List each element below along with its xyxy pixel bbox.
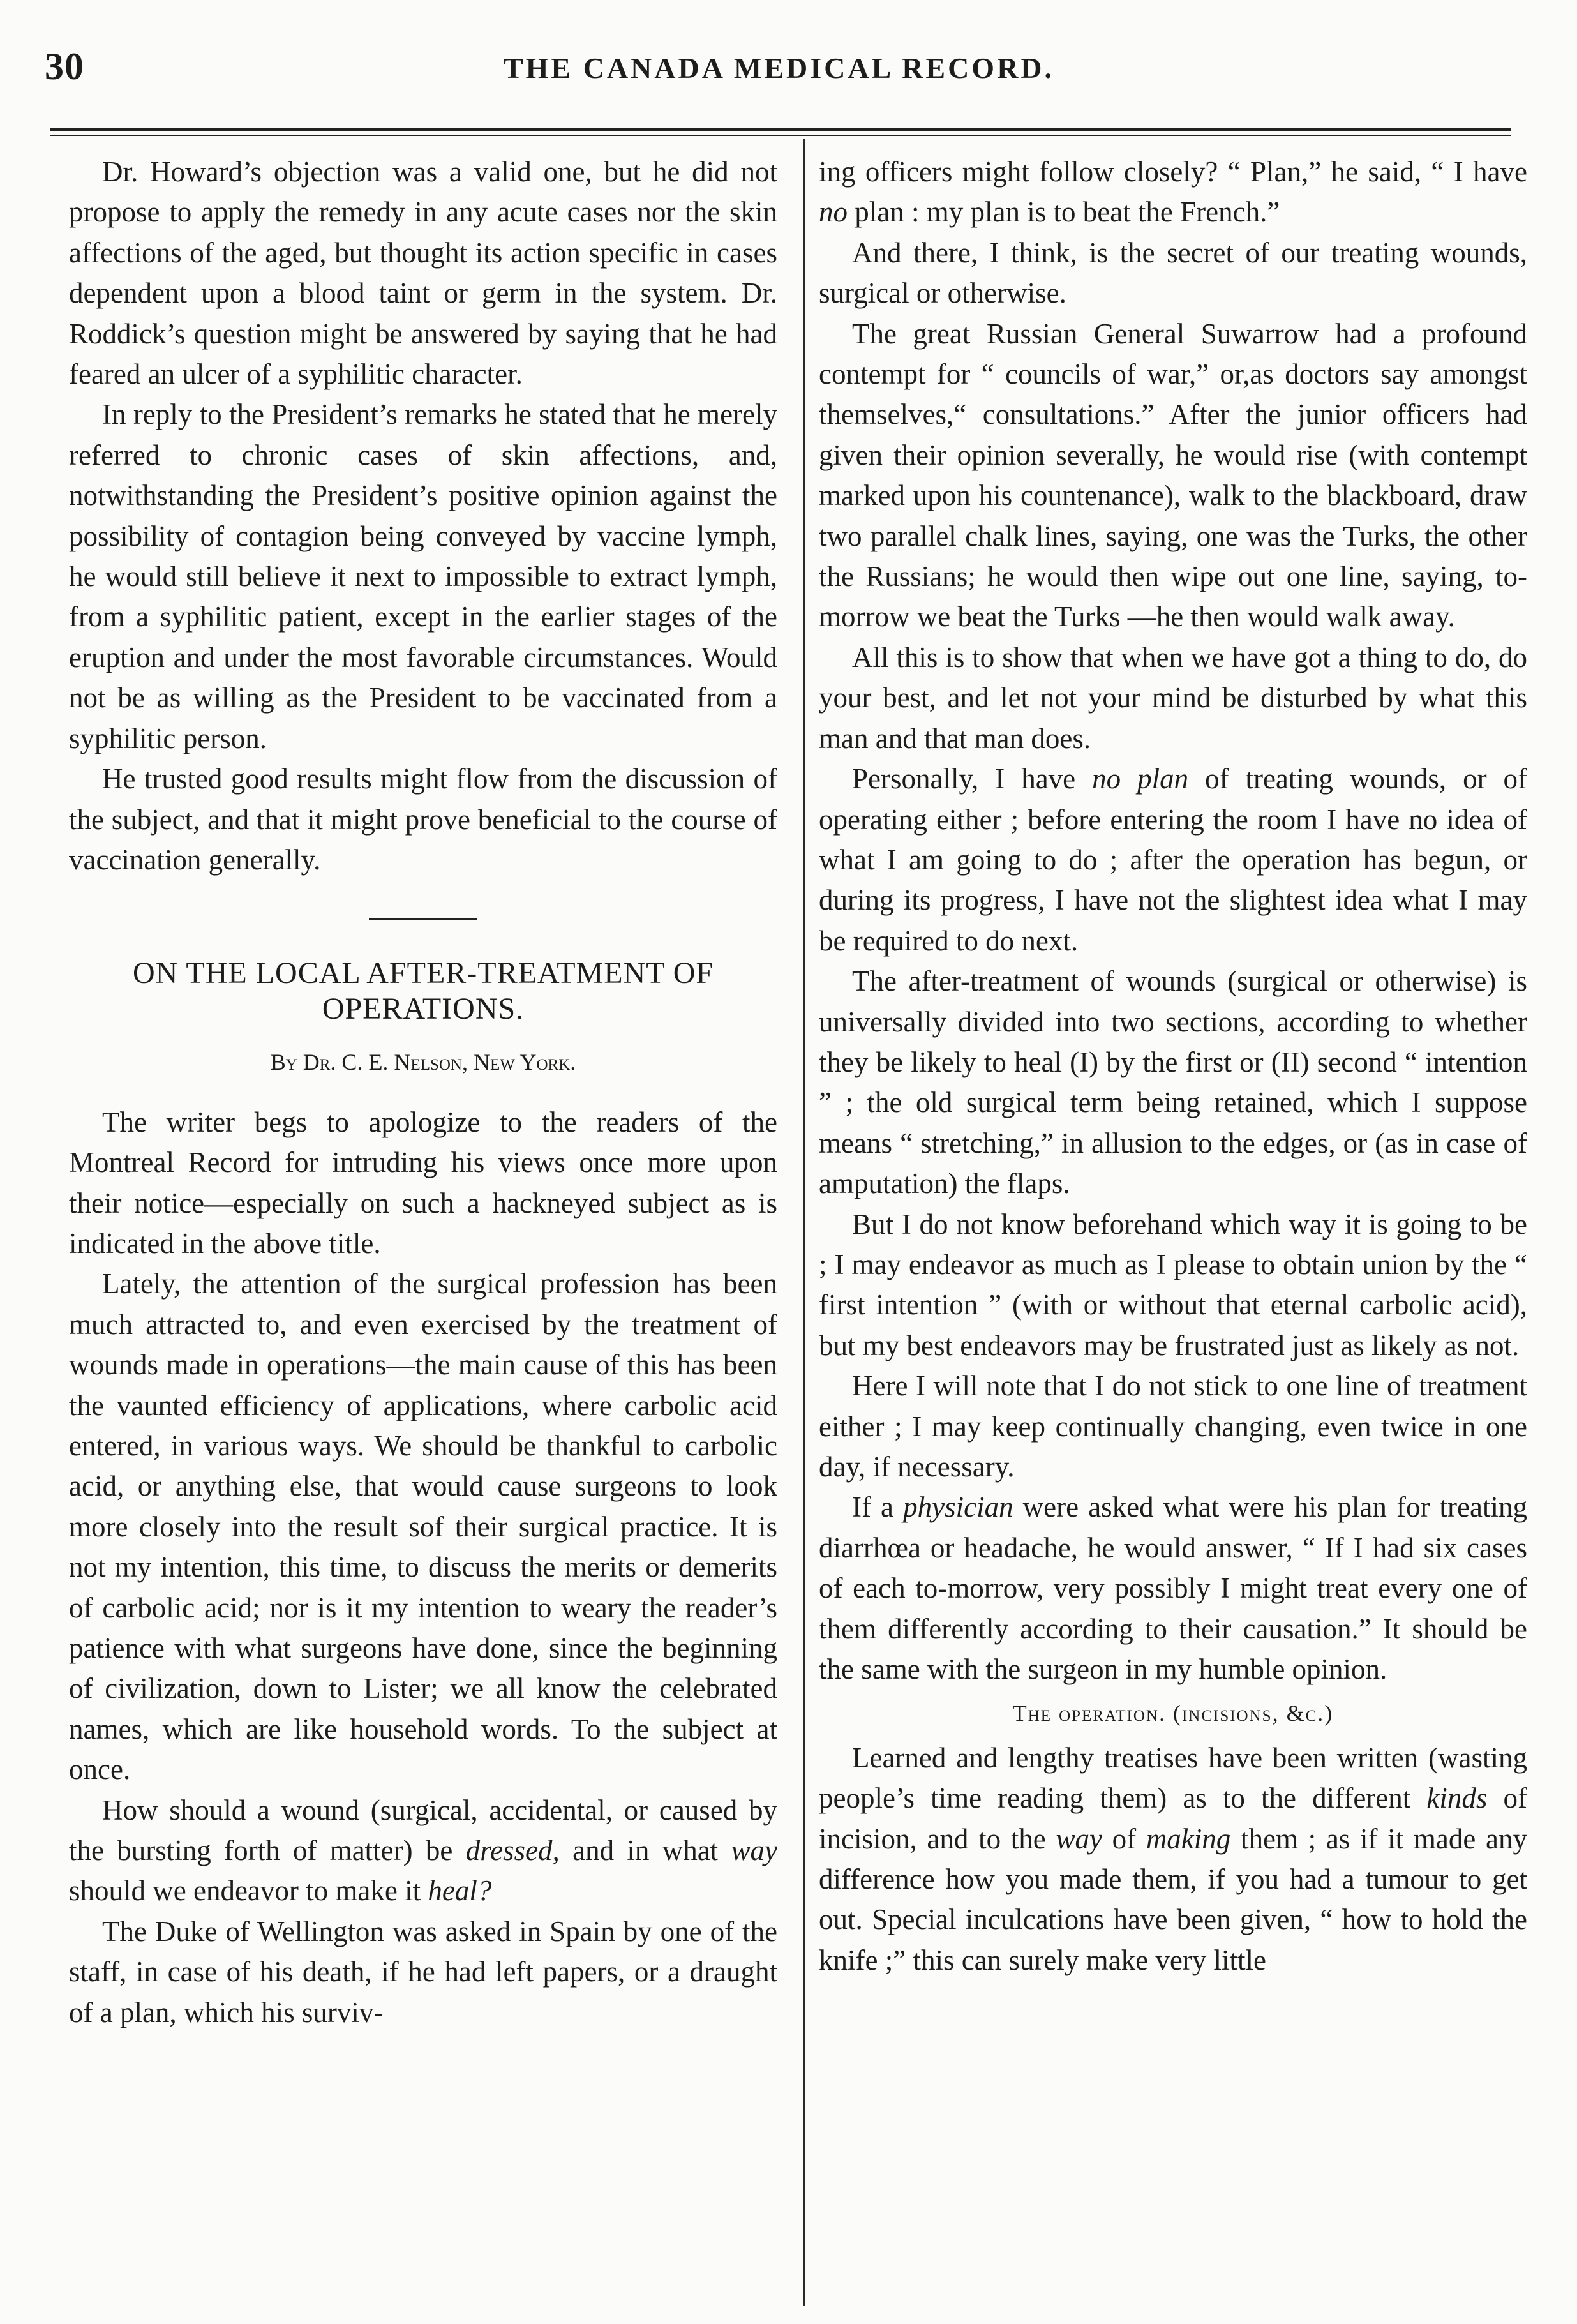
header-rule xyxy=(50,128,1511,136)
paragraph: And there, I think, is the secret of our treating wounds, surgical or otherwise. xyxy=(819,236,1527,310)
right-column xyxy=(819,152,1527,1981)
column-divider xyxy=(803,139,805,2306)
paragraph: Here I will note that I do not stick to one line of treatment either ; I may keep continually changing, even twice in one day, if necessary. xyxy=(819,1370,1527,1483)
section-heading: The operation. (incisions, &c.) xyxy=(1012,1700,1334,1727)
text-run: plan : my plan is to beat the French.” xyxy=(848,196,1280,229)
paragraph xyxy=(819,152,1527,233)
text-run: of treating wounds, or of operating either ; before entering the room I have no idea of what I am going to do ; after the operation has begun, or during its progress, I have not the slightest idea what I may be required to do next. xyxy=(819,763,1527,957)
page-number: 30 xyxy=(45,45,84,87)
journal-title: THE CANADA MEDICAL RECORD. xyxy=(503,52,1055,84)
text-run: of incision, and to the xyxy=(819,1782,1527,1855)
paragraph: But I do not know beforehand which way it is going to be ; I may endeavor as much as I please to obtain union by the “ first intention ” (with or without that eternal carbolic acid), but my best endeavors may be frustrated just as likely as not. xyxy=(819,1208,1527,1361)
paragraph: In reply to the President’s remarks he stated that he merely referred to chronic cases of skin affections, and, notwithstanding the President’s positive opinion against the possibility of contagion being conveyed by vaccine lymph, he would still believe it next to impossible to extract lymph, from a syphilitic patient, except in the earlier stages of the eruption and under the most favorable circumstances. Would not be as willing as the President to be vaccinated from a syphilitic person. xyxy=(69,398,777,754)
text-run: should we endeavor to make it xyxy=(69,1875,428,1907)
article-title: ON THE LOCAL AFTER-TREATMENT OF OPERATIONS. xyxy=(132,956,714,1026)
italic-text: no plan xyxy=(1092,763,1189,795)
paragraph: The Duke of Wellington was asked in Spain by one of the staff, in case of his death, if he had left papers, or a draught of a plan, which his surviv- xyxy=(69,1915,777,2028)
text-run: Personally, I have xyxy=(852,763,1093,795)
text-run: them ; as if it made any difference how you made them, if you had a tumour to get out. Special inculcations have been given, “ how to hold the knife ;” this can surely make very little xyxy=(819,1822,1527,1976)
text-run: and in what xyxy=(559,1834,731,1867)
paragraph xyxy=(69,1790,777,1912)
paragraph: Lately, the attention of the surgical profession has been much attracted to, and even exercised by the treatment of wounds made in operations—the main cause of this has been the vaunted efficiency of applications, where carbolic acid entered, in various ways. We should be thankful to carbolic acid, or anything else, that would cause surgeons to look more closely into the result sof their surgical practice. It is not my intention, this time, to discuss the merits or demerits of carbolic acid; nor is it my intention to weary the reader’s patience with what surgeons have done, since the beginning of civilization, down to Lister; we all know the celebrated names, which are like household words. To the subject at once. xyxy=(69,1268,777,1786)
paragraph: Dr. Howard’s objection was a valid one, but he did not propose to apply the remedy in any acute cases nor the skin affections of the aged, but thought its action specific in cases dependent upon a blood taint or germ in the system. Dr. Roddick’s question might be answered by saying that he had feared an ulcer of a syphilitic character. xyxy=(69,156,777,391)
paragraph: The great Russian General Suwarrow had a profound contempt for “ councils of war,” or,as doctors say amongst themselves,“ consultations.” After the junior officers had given their opinion severally, he would rise (with contempt marked upon his countenance), walk to the blackboard, draw two parallel chalk lines, saying, one was the Turks, the other the Russians; he would then wipe out one line, saying, to-morrow we beat the Turks —he then would walk away. xyxy=(819,317,1527,633)
paragraph xyxy=(819,1738,1527,1981)
italic-text: way xyxy=(1056,1822,1102,1855)
text-run: Learned and lengthy treatises have been written (wasting people’s time reading them) as to the different xyxy=(819,1741,1527,1815)
article-byline: By Dr. C. E. Nelson, New York. xyxy=(270,1049,576,1076)
italic-text: way xyxy=(731,1834,777,1867)
italic-text: no xyxy=(819,196,848,229)
paragraph xyxy=(819,1487,1527,1690)
paragraph xyxy=(819,759,1527,961)
text-run: ing officers might follow closely? “ Plan,” he said, “ I have xyxy=(819,156,1527,188)
text-run: of xyxy=(1102,1822,1146,1855)
paragraph: The after-treatment of wounds (surgical or otherwise) is universally divided into two sections, according to whether they be likely to heal (I) by the first or (II) second “ intention ” ; the old surgical term being retained, which I suppose means “ stretching,” in allusion to the edges, or (as in case of amputation) the flaps. xyxy=(819,965,1527,1200)
text-run: were asked what were his plan for treating diarrhœa or headache, he would answer, “ If I had six cases of each to-morrow, very possibly I might treat every one of them differently according to their causation.” It should be the same with the surgeon in my humble opinion. xyxy=(819,1491,1527,1686)
italic-text: dressed, xyxy=(465,1834,560,1867)
left-column xyxy=(69,152,777,2033)
paragraph: The writer begs to apologize to the readers of the Montreal Record for intruding his views once more upon their notice—especially on such a hackneyed subject as is indicated in the above title. xyxy=(69,1106,777,1259)
text-run: If a xyxy=(852,1491,904,1524)
italic-text: making xyxy=(1146,1822,1231,1855)
italic-text: physician xyxy=(903,1491,1013,1524)
text-run: How should a wound (surgical, accidental, or caused by the bursting forth of matter) be xyxy=(69,1794,777,1867)
italic-text: heal? xyxy=(428,1875,492,1907)
page-header xyxy=(45,45,1513,102)
section-rule xyxy=(369,918,477,920)
italic-text: kinds xyxy=(1426,1782,1488,1815)
paragraph: He trusted good results might flow from the discussion of the subject, and that it might prove beneficial to the course of vaccination generally. xyxy=(69,763,777,876)
paragraph: All this is to show that when we have got a thing to do, do your best, and let not your mind be disturbed by what this man and that man does. xyxy=(819,641,1527,754)
